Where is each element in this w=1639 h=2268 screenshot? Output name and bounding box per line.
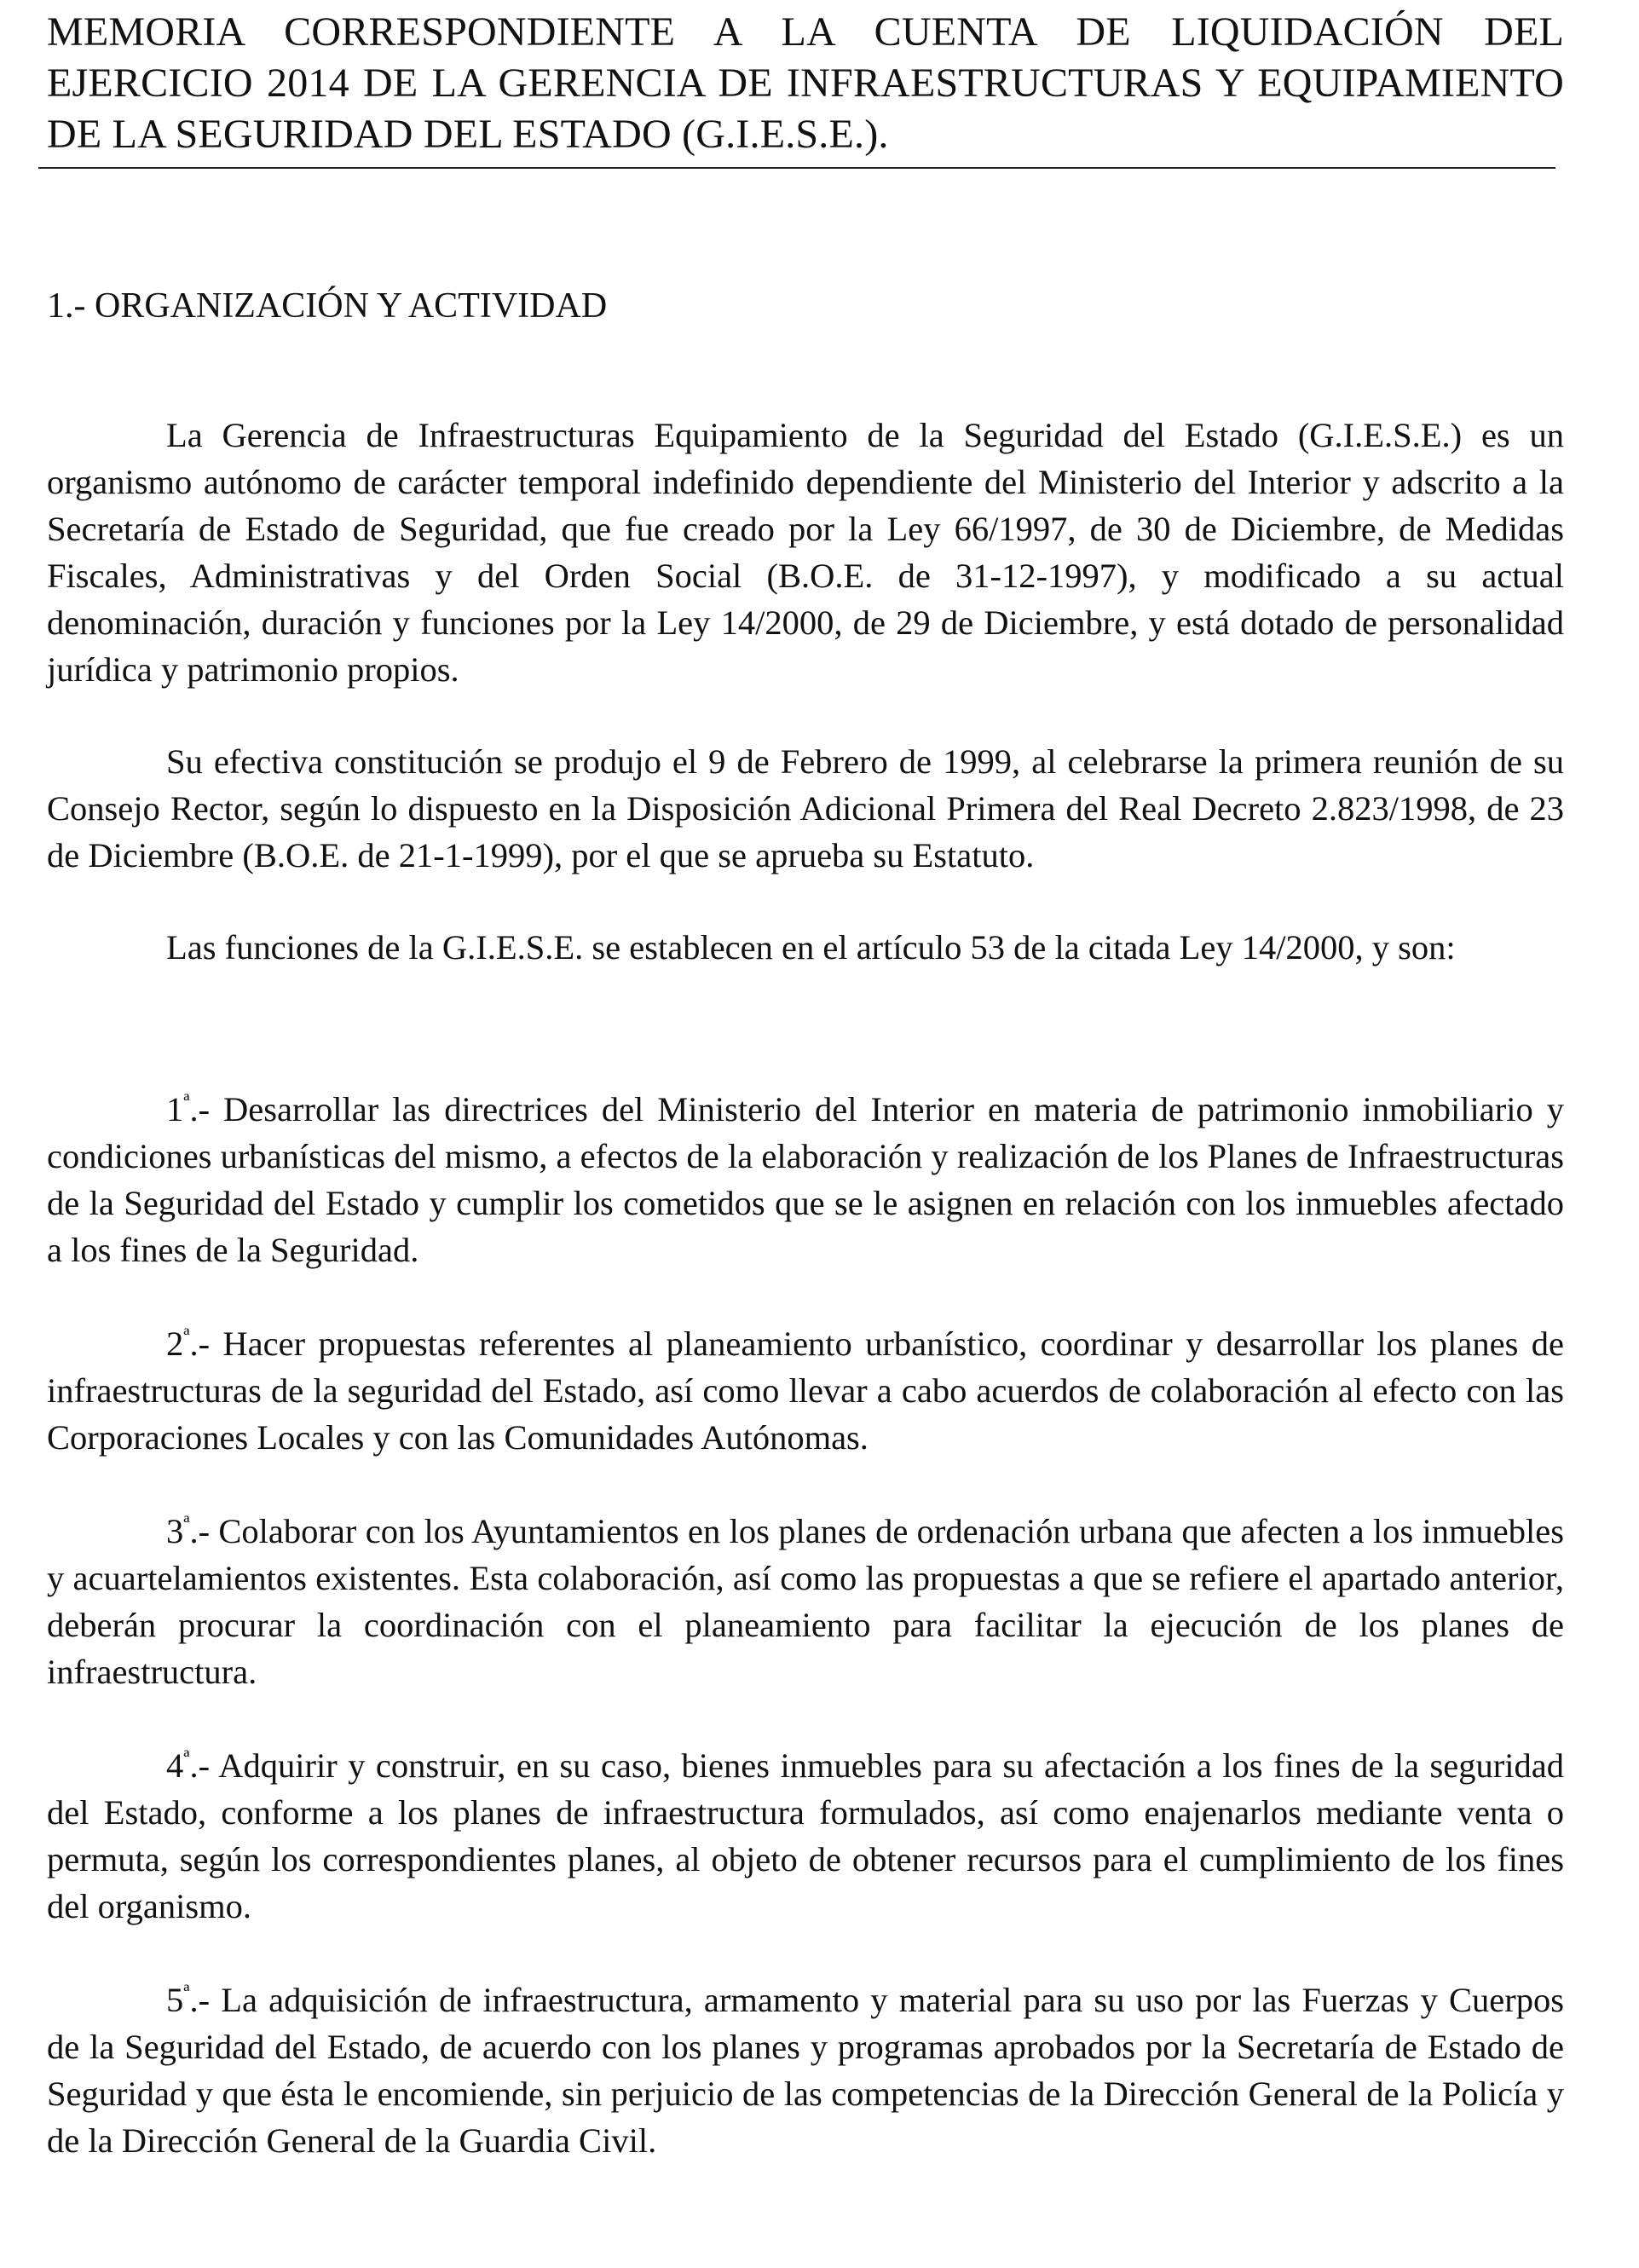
paragraph-functions-intro: Las funciones de la G.I.E.S.E. se establecen en el artículo 53 de la citada Ley 14/2000, y son: [166, 928, 1456, 967]
function-number: $1^ª.-$ [166, 1089, 211, 1128]
function-text: Colaborar con los Ayuntamientos en los planes de ordenación urbana que afecten a los inmuebles y acuartelamientos existentes. Esta colaboración, así como las propuestas a que se refiere el apartado anterior, deberán procurar la coordinación con el planeamiento para facilitar la ejecución de los planes de infraestructura. [47, 1512, 1564, 1691]
section-heading: 1.- ORGANIZACIÓN Y ACTIVIDAD [47, 286, 608, 326]
paragraph-organization: La Gerencia de Infraestructuras Equipamiento de la Seguridad del Estado (G.I.E.S.E.) es un organismo autónomo de carácter temporal indefinido dependiente del Ministerio del Interior y adscrito a la Secretaría de Estado de Seguridad, que fue creado por la Ley 66/1997, de 30 de Diciembre, de Medidas Fiscales, Administrativas y del Orden Social (B.O.E. de 31-12-1997), y modificado a su actual denominación, duración y funciones por la Ley 14/2000, de 29 de Diciembre, y está dotado de personalidad jurídica y patrimonio propios. [47, 416, 1564, 689]
function-item [47, 1508, 1564, 1695]
document-title: MEMORIA CORRESPONDIENTE A LA CUENTA DE LIQUIDACIÓN DEL EJERCICIO 2014 DE LA GERENCIA DE INFRAESTRUCTURAS Y EQUIPAMIENTO DE LA SEGURIDAD DEL ESTADO (G.I.E.S.E.). [47, 9, 1564, 157]
function-item [47, 1320, 1564, 1461]
function-number: $3^ª.-$ [166, 1511, 211, 1550]
function-item [47, 1086, 1564, 1273]
function-text: Hacer propuestas referentes al planeamiento urbanístico, coordinar y desarrollar los planes de infraestructuras de la seguridad del Estado, así como llevar a cabo acuerdos de colaboración al efecto con las Corporaciones Locales y con las Comunidades Autónomas. [47, 1324, 1564, 1457]
title-underline [38, 167, 1555, 169]
function-number: $4^ª.-$ [166, 1746, 211, 1785]
function-text: La adquisición de infraestructura, armamento y material para su uso por las Fuerzas y Cuerpos de la Seguridad del Estado, de acuerdo con los planes y programas aprobados por la Secretaría de Estado de Seguridad y que ésta le encomiende, sin perjuicio de las competencias de la Dirección General de la Policía y de la Dirección General de la Guardia Civil. [47, 1981, 1564, 2160]
function-text: Desarrollar las directrices del Ministerio del Interior en materia de patrimonio inmobiliario y condiciones urbanísticas del mismo, a efectos de la elaboración y realización de los Planes de Infraestructuras de la Seguridad del Estado y cumplir los cometidos que se le asignen en relación con los inmuebles afectado a los fines de la Seguridad. [47, 1090, 1564, 1269]
function-number: $5^ª.-$ [166, 1980, 211, 2019]
document-page [47, 0, 1564, 2164]
paragraph-constitution: Su efectiva constitución se produjo el 9 de Febrero de 1999, al celebrarse la primera reunión de su Consejo Rector, según lo dispuesto en la Disposición Adicional Primera del Real Decreto 2.823/1998, de 23 de Diciembre (B.O.E. de 21-1-1999), por el que se aprueba su Estatuto. [47, 742, 1564, 874]
function-item [47, 1977, 1564, 2164]
function-number: $2^ª.-$ [166, 1324, 211, 1363]
function-item [47, 1742, 1564, 1930]
function-text: Adquirir y construir, en su caso, bienes inmuebles para su afectación a los fines de la seguridad del Estado, conforme a los planes de infraestructura formulados, así como enajenarlos mediante venta o permuta, según los correspondientes planes, al objeto de obtener recursos para el cumplimiento de los fines del organismo. [47, 1746, 1564, 1925]
